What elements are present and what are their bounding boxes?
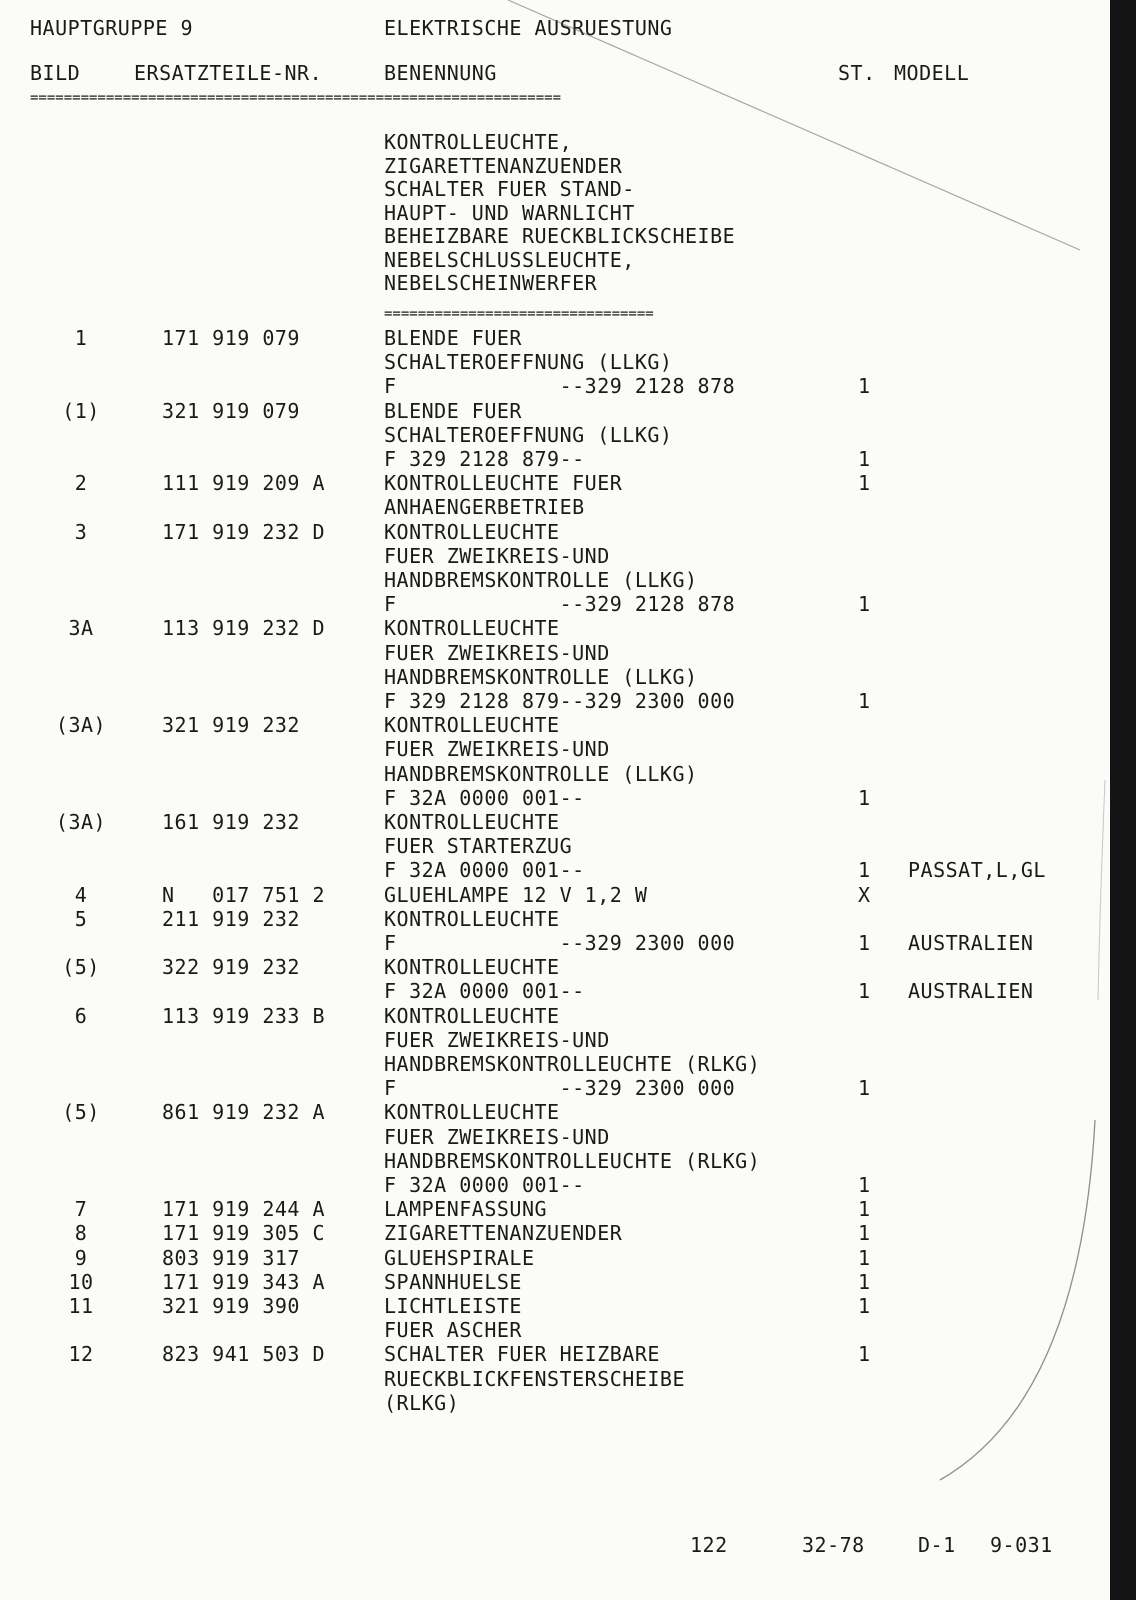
cell-qty: 1 bbox=[858, 1197, 871, 1222]
cell-part-number: 211 919 232 bbox=[162, 906, 300, 931]
section-title-line: BEHEIZBARE RUECKBLICKSCHEIBE bbox=[384, 224, 736, 248]
cell-part-number: 113 919 232 D bbox=[162, 616, 326, 641]
cell-part-number: 823 941 503 D bbox=[162, 1342, 326, 1367]
scan-streak bbox=[508, 0, 1080, 250]
cell-name: (RLKG) bbox=[384, 1390, 460, 1415]
cell-qty: 1 bbox=[858, 785, 871, 810]
col-header-name: BENENNUNG bbox=[384, 61, 497, 85]
cell-name: BLENDE FUER bbox=[384, 398, 522, 423]
cell-qty: 1 bbox=[858, 447, 871, 471]
cell-qty: 1 bbox=[858, 471, 871, 496]
cell-name: F --329 2300 000 bbox=[384, 1076, 736, 1101]
cell-name: RUECKBLICKFENSTERSCHEIBE bbox=[384, 1366, 685, 1391]
cell-name: FUER ZWEIKREIS-UND bbox=[384, 543, 610, 568]
cell-name: SPANNHUELSE bbox=[384, 1269, 522, 1294]
cell-name: LAMPENFASSUNG bbox=[384, 1197, 548, 1222]
cell-name: FUER ASCHER bbox=[384, 1318, 522, 1343]
cell-part-number: 171 919 343 A bbox=[162, 1269, 326, 1294]
cell-qty: 1 bbox=[858, 1342, 871, 1367]
cell-name: F 32A 0000 001-- bbox=[384, 1173, 585, 1197]
cell-part-number: N 017 751 2 bbox=[162, 882, 326, 907]
cell-qty: 1 bbox=[858, 979, 871, 1004]
cell-part-number: 171 919 232 D bbox=[162, 519, 326, 544]
footer-code: 9-031 bbox=[990, 1533, 1053, 1557]
cell-bild: (3A) bbox=[55, 713, 107, 738]
cell-name: ANHAENGERBETRIEB bbox=[384, 495, 585, 520]
cell-name: KONTROLLEUCHTE FUER bbox=[384, 471, 623, 496]
cell-bild: 1 bbox=[74, 326, 88, 350]
cell-part-number: 803 919 317 bbox=[162, 1245, 300, 1270]
cell-qty: X bbox=[858, 882, 871, 907]
cell-name: HANDBREMSKONTROLLE (LLKG) bbox=[384, 664, 698, 689]
header-separator: =============================================================== bbox=[30, 91, 562, 105]
cell-name: F --329 2128 878 bbox=[384, 374, 736, 399]
cell-part-number: 861 919 232 A bbox=[162, 1100, 326, 1125]
section-title-line: KONTROLLEUCHTE, bbox=[384, 130, 573, 154]
cell-name: KONTROLLEUCHTE bbox=[384, 1003, 560, 1028]
cell-name: HANDBREMSKONTROLLEUCHTE (RLKG) bbox=[384, 1052, 761, 1076]
cell-name: FUER STARTERZUG bbox=[384, 834, 573, 859]
cell-qty: 1 bbox=[858, 1294, 871, 1318]
cell-part-number: 321 919 079 bbox=[162, 398, 300, 423]
cell-qty: 1 bbox=[858, 1221, 871, 1246]
cell-model: AUSTRALIEN bbox=[908, 931, 1034, 955]
cell-name: FUER ZWEIKREIS-UND bbox=[384, 640, 610, 665]
cell-bild: (3A) bbox=[55, 810, 107, 834]
col-header-model: MODELL bbox=[894, 61, 970, 85]
cell-model: PASSAT,L,GL bbox=[908, 858, 1046, 883]
cell-name: F --329 2300 000 bbox=[384, 931, 736, 955]
group-title: ELEKTRISCHE AUSRUESTUNG bbox=[384, 16, 673, 40]
cell-name: FUER ZWEIKREIS-UND bbox=[384, 1124, 610, 1149]
cell-bild: 2 bbox=[74, 471, 88, 496]
cell-bild: 3 bbox=[74, 519, 88, 544]
cell-name: KONTROLLEUCHTE bbox=[384, 810, 560, 834]
cell-name: FUER ZWEIKREIS-UND bbox=[384, 737, 610, 762]
col-header-part-number: ERSATZTEILE-NR. bbox=[134, 61, 323, 85]
cell-bild: 12 bbox=[68, 1342, 94, 1367]
cell-bild: 7 bbox=[74, 1197, 88, 1222]
cell-qty: 1 bbox=[858, 1245, 871, 1270]
cell-bild: 5 bbox=[74, 906, 88, 931]
cell-name: F --329 2128 878 bbox=[384, 592, 736, 617]
footer-date: 32-78 bbox=[802, 1533, 865, 1557]
section-title-line: NEBELSCHEINWERFER bbox=[384, 271, 598, 295]
cell-bild: 3A bbox=[68, 616, 94, 641]
cell-bild: 6 bbox=[74, 1003, 88, 1028]
cell-name: HANDBREMSKONTROLLEUCHTE (RLKG) bbox=[384, 1148, 761, 1173]
cell-name: F 329 2128 879-- bbox=[384, 447, 585, 471]
cell-name: LICHTLEISTE bbox=[384, 1294, 522, 1318]
cell-name: F 32A 0000 001-- bbox=[384, 858, 585, 883]
section-title-line: HAUPT- UND WARNLICHT bbox=[384, 200, 635, 225]
cell-bild: (5) bbox=[62, 1100, 100, 1125]
scan-edge-line bbox=[1098, 780, 1105, 1000]
cell-part-number: 171 919 079 bbox=[162, 326, 300, 350]
cell-name: GLUEHLAMPE 12 V 1,2 W bbox=[384, 882, 648, 907]
section-title-line: NEBELSCHLUSSLEUCHTE, bbox=[384, 247, 635, 272]
section-title-line: ZIGARETTENANZUENDER bbox=[384, 153, 623, 178]
cell-qty: 1 bbox=[858, 858, 871, 883]
cell-part-number: 161 919 232 bbox=[162, 810, 300, 834]
cell-bild: (1) bbox=[62, 398, 100, 423]
cell-name: F 32A 0000 001-- bbox=[384, 785, 585, 810]
cell-name: KONTROLLEUCHTE bbox=[384, 519, 560, 544]
cell-name: FUER ZWEIKREIS-UND bbox=[384, 1027, 610, 1052]
cell-bild: 4 bbox=[74, 882, 88, 907]
cell-part-number: 171 919 305 C bbox=[162, 1221, 326, 1246]
cell-bild: 9 bbox=[74, 1245, 88, 1270]
section-title-line: SCHALTER FUER STAND- bbox=[384, 177, 635, 201]
cell-qty: 1 bbox=[858, 1269, 871, 1294]
footer-page-number: 122 bbox=[690, 1533, 728, 1557]
col-header-qty: ST. bbox=[838, 61, 876, 85]
footer-region: D-1 bbox=[918, 1533, 956, 1557]
cell-bild: (5) bbox=[62, 955, 100, 980]
cell-qty: 1 bbox=[858, 1173, 871, 1197]
group-label: HAUPTGRUPPE 9 bbox=[30, 16, 194, 40]
scan-arc bbox=[940, 1120, 1095, 1480]
cell-name: KONTROLLEUCHTE bbox=[384, 906, 560, 931]
cell-qty: 1 bbox=[858, 374, 871, 399]
cell-qty: 1 bbox=[858, 689, 871, 713]
cell-name: ZIGARETTENANZUENDER bbox=[384, 1221, 623, 1246]
cell-qty: 1 bbox=[858, 931, 871, 955]
cell-name: KONTROLLEUCHTE bbox=[384, 713, 560, 738]
col-header-bild: BILD bbox=[30, 61, 81, 85]
cell-part-number: 321 919 390 bbox=[162, 1294, 300, 1318]
cell-name: F 32A 0000 001-- bbox=[384, 979, 585, 1004]
cell-name: KONTROLLEUCHTE bbox=[384, 616, 560, 641]
cell-name: BLENDE FUER bbox=[384, 326, 522, 350]
cell-name: HANDBREMSKONTROLLE (LLKG) bbox=[384, 761, 698, 786]
cell-part-number: 111 919 209 A bbox=[162, 471, 326, 496]
cell-part-number: 171 919 244 A bbox=[162, 1197, 326, 1222]
section-separator: ================================ bbox=[384, 307, 654, 321]
cell-bild: 8 bbox=[74, 1221, 88, 1246]
cell-name: KONTROLLEUCHTE bbox=[384, 1100, 560, 1125]
cell-qty: 1 bbox=[858, 592, 871, 617]
cell-part-number: 322 919 232 bbox=[162, 955, 300, 980]
cell-model: AUSTRALIEN bbox=[908, 979, 1034, 1004]
cell-part-number: 321 919 232 bbox=[162, 713, 300, 738]
cell-name: GLUEHSPIRALE bbox=[384, 1245, 535, 1270]
cell-name: SCHALTEROEFFNUNG (LLKG) bbox=[384, 422, 673, 447]
cell-qty: 1 bbox=[858, 1076, 871, 1101]
cell-bild: 10 bbox=[68, 1269, 94, 1294]
cell-name: F 329 2128 879--329 2300 000 bbox=[384, 689, 736, 713]
cell-name: KONTROLLEUCHTE bbox=[384, 955, 560, 980]
cell-bild: 11 bbox=[68, 1294, 94, 1318]
cell-name: SCHALTEROEFFNUNG (LLKG) bbox=[384, 350, 673, 375]
cell-name: HANDBREMSKONTROLLE (LLKG) bbox=[384, 568, 698, 592]
cell-name: SCHALTER FUER HEIZBARE bbox=[384, 1342, 660, 1367]
cell-part-number: 113 919 233 B bbox=[162, 1003, 326, 1028]
